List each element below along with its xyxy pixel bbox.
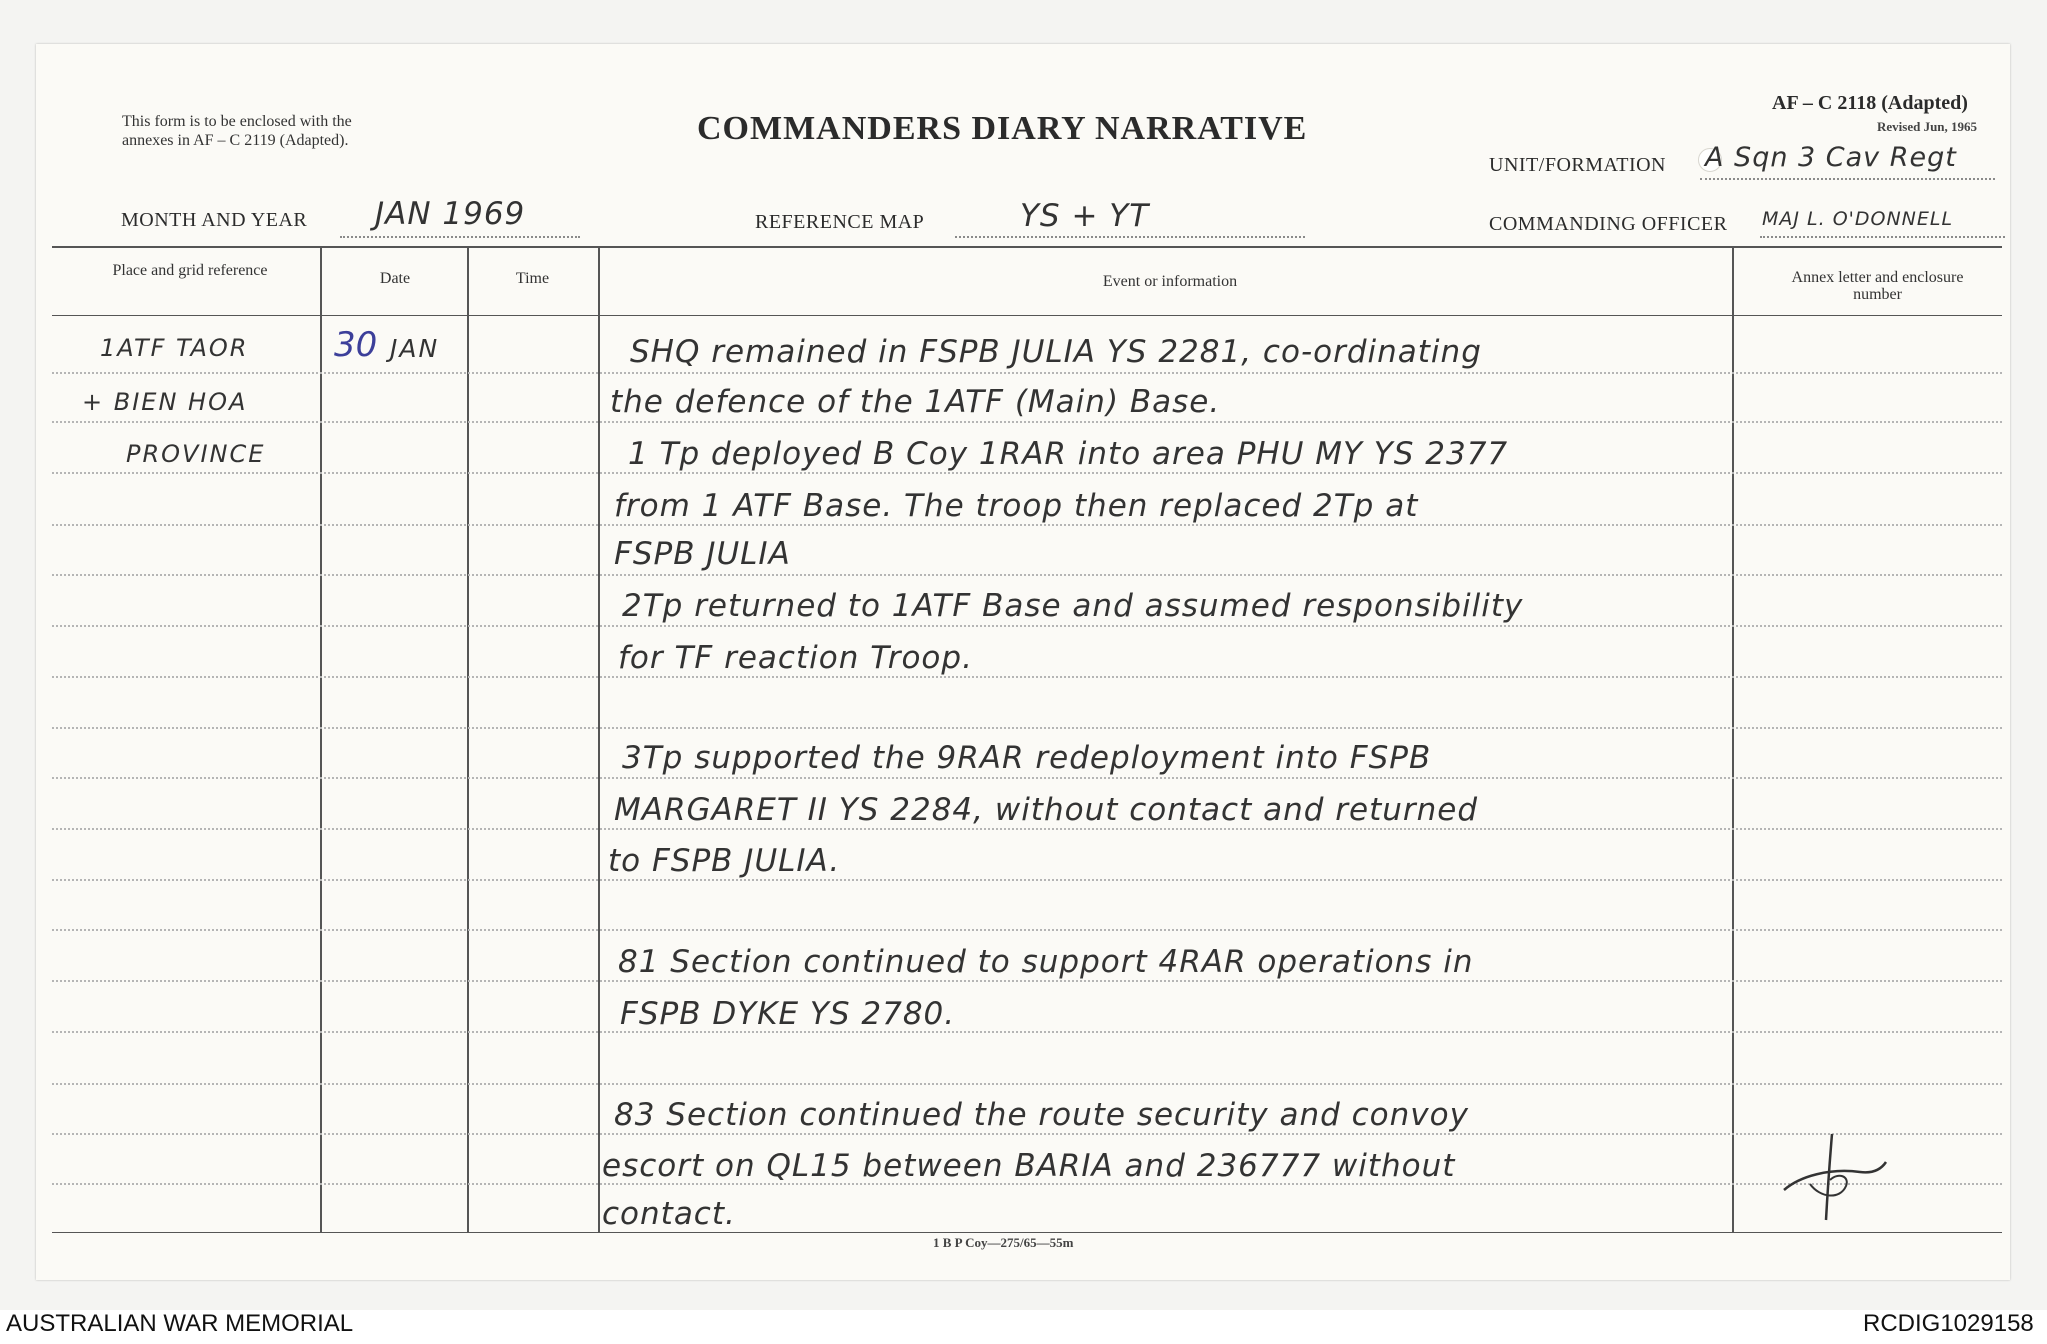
ruled-line (52, 727, 2002, 729)
event-line: FSPB DYKE YS 2780. (620, 996, 956, 1032)
place-line-2: + BIEN HOA (82, 388, 248, 416)
event-line: for TF reaction Troop. (618, 640, 973, 676)
commanding-officer-line (1760, 236, 2005, 238)
enclosure-note-line2: annexes in AF – C 2119 (Adapted). (122, 132, 349, 149)
ruled-line (52, 980, 2002, 982)
place-line-1: 1ATF TAOR (100, 334, 249, 362)
revised-date: Revised Jun, 1965 (1877, 119, 1978, 134)
event-line: 3Tp supported the 9RAR redeployment into FSPB (622, 740, 1432, 776)
ruled-line (52, 1133, 2002, 1135)
ruled-line (52, 421, 2002, 423)
header-time: Time (515, 270, 550, 287)
initials-signature-icon (1780, 1128, 1890, 1226)
ruled-line (52, 929, 2002, 931)
event-line: 2Tp returned to 1ATF Base and assumed responsibility (622, 588, 1524, 624)
ruled-line (52, 879, 2002, 881)
event-line: MARGARET II YS 2284, without contact and returned (614, 792, 1479, 828)
date-day (334, 325, 377, 365)
unit-formation-line (1700, 178, 1995, 180)
ruled-line (52, 828, 2002, 830)
commanding-officer-value: MAJ L. O'DONNELL (1762, 208, 1954, 230)
unit-formation-value: A Sqn 3 Cav Regt (1705, 142, 1957, 173)
event-line: FSPB JULIA (614, 536, 791, 572)
ruled-line (52, 676, 2002, 678)
header-event-information: Event or information (1102, 273, 1238, 290)
event-line: the defence of the 1ATF (Main) Base. (610, 384, 1221, 420)
place-line-3: PROVINCE (126, 440, 266, 468)
header-annex-enclosure: Annex letter and enclosure number (1791, 269, 1964, 303)
reference-map-label: REFERENCE MAP (755, 211, 925, 233)
reference-map-line (955, 236, 1305, 238)
event-line: SHQ remained in FSPB JULIA YS 2281, co-ordinating (630, 334, 1482, 370)
event-line: escort on QL15 between BARIA and 236777 without (602, 1148, 1456, 1184)
archive-caption-right: RCDIG1029158 (1863, 1310, 2034, 1337)
ruled-line (52, 777, 2002, 779)
header-date: Date (379, 270, 411, 287)
date-month: JAN (390, 334, 440, 363)
event-line: 1 Tp deployed B Coy 1RAR into area PHU MY YS 2377 (628, 436, 1509, 472)
month-year-value: JAN 1969 (375, 196, 526, 232)
ruled-line (52, 574, 2002, 576)
commanding-officer-label: COMMANDING OFFICER (1489, 213, 1728, 235)
event-line: to FSPB JULIA. (608, 843, 841, 879)
reference-map-value: YS + YT (1020, 198, 1150, 234)
print-code: 1 B P Coy—275/65—55m (933, 1235, 1074, 1250)
form-number: AF – C 2118 (Adapted) (1772, 92, 1968, 114)
ruled-line (52, 1031, 2002, 1033)
ruled-line (52, 372, 2002, 374)
event-line: 81 Section continued to support 4RAR operations in (618, 944, 1474, 980)
event-line: from 1 ATF Base. The troop then replaced 2Tp at (614, 488, 1419, 524)
ruled-line (52, 524, 2002, 526)
enclosure-note-line1: This form is to be enclosed with the (122, 113, 352, 130)
enclosure-note (122, 112, 462, 150)
ruled-line (52, 625, 2002, 627)
date-day-number: 30 (334, 325, 378, 365)
table-header-rule (52, 315, 2002, 316)
month-year-line (340, 236, 580, 238)
ruled-line (52, 472, 2002, 474)
table-top-rule (52, 246, 2002, 248)
ruled-line (52, 1083, 2002, 1085)
event-line: 83 Section continued the route security and convoy (614, 1097, 1469, 1133)
table-bottom-rule (52, 1232, 2002, 1233)
unit-formation-label: UNIT/FORMATION (1489, 154, 1666, 176)
form-title: COMMANDERS DIARY NARRATIVE (697, 110, 1308, 147)
month-year-label: MONTH AND YEAR (121, 209, 308, 231)
archive-caption-left: AUSTRALIAN WAR MEMORIAL (6, 1310, 354, 1337)
header-place-grid: Place and grid reference (112, 262, 268, 279)
event-line: contact. (602, 1196, 736, 1232)
